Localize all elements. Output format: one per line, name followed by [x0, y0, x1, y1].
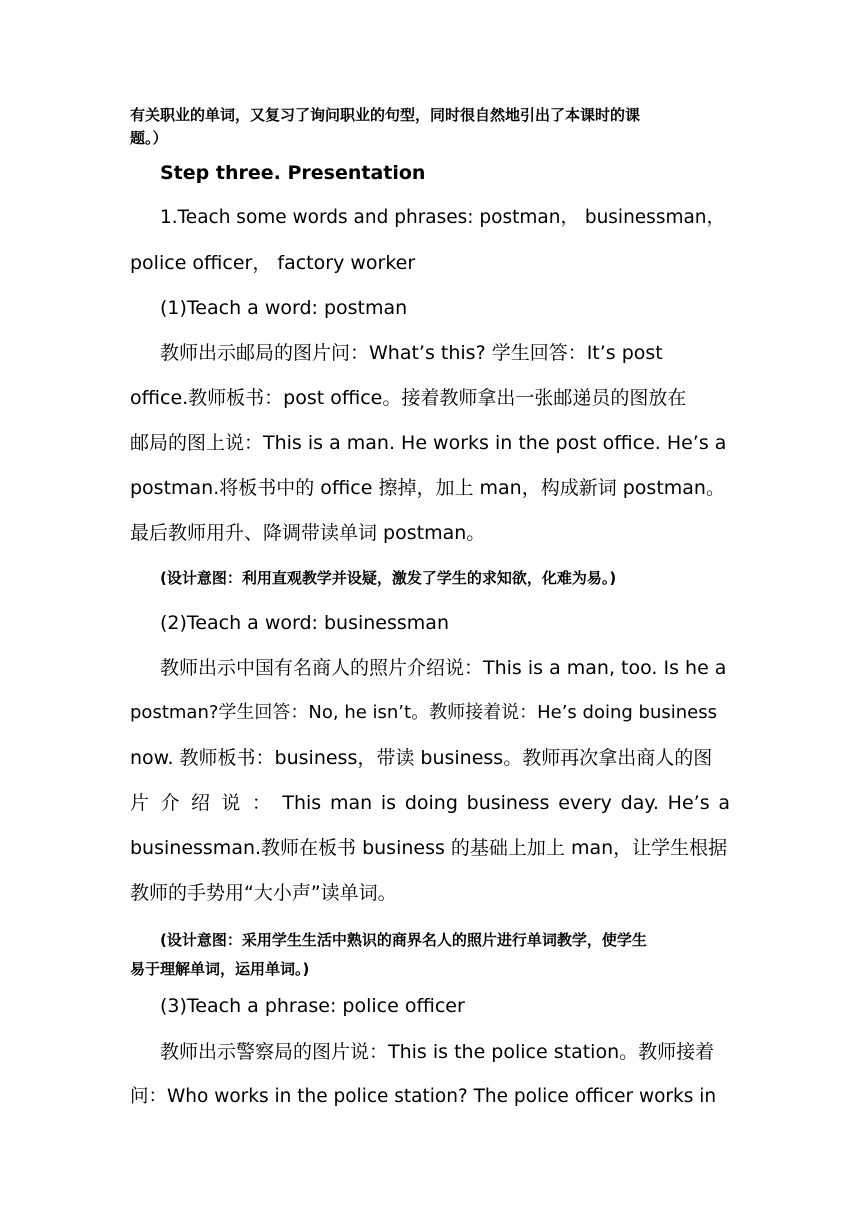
- businessman-line-6: 教师的手势用“大小声”读单词。: [130, 882, 397, 904]
- postman-heading: (1)Teach a word: postman: [160, 297, 408, 319]
- businessman-design-note-line-1: (设计意图：采用学生生活中熟识的商界名人的照片进行单词教学，使学生: [160, 931, 647, 949]
- businessman-line-3: now. 教师板书：business，带读 business。教师再次拿出商人的图: [130, 747, 713, 769]
- businessman-line-1: 教师出示中国有名商人的照片介绍说：This is a man, too. Is he a: [160, 657, 727, 679]
- postman-line-4: postman.将板书中的 office 擦掉，加上 man，构成新词 postman。: [130, 477, 725, 499]
- postman-line-3: 邮局的图上说：This is a man. He works in the post office. He’s a: [130, 432, 727, 454]
- businessman-line-2: postman?学生回答：No, he isn’t。教师接着说：He’s doing business: [130, 702, 717, 723]
- postman-design-note: (设计意图：利用直观教学并设疑，激发了学生的求知欲，化难为易。): [160, 569, 617, 587]
- businessman-design-note-line-2: 易于理解单词，运用单词。): [130, 960, 310, 978]
- intro-note-line-1: 有关职业的单词，又复习了询问职业的句型，同时很自然地引出了本课时的课: [130, 106, 641, 124]
- police-heading: (3)Teach a phrase: police officer: [160, 995, 465, 1017]
- police-line-1: 教师出示警察局的图片说：This is the police station。教师接着: [160, 1041, 715, 1063]
- businessman-line-4: 片 介 绍 说 ： This man is doing business every day. He’s a: [130, 792, 730, 814]
- step-heading: Step three. Presentation: [160, 162, 426, 184]
- businessman-heading: (2)Teach a word: businessman: [160, 612, 449, 634]
- item1-line-2: police officer， factory worker: [130, 252, 416, 274]
- businessman-line-5: businessman.教师在板书 business 的基础上加上 man，让学生根据: [130, 837, 728, 859]
- intro-note-line-2: 题。）: [130, 129, 168, 147]
- item1-line-1: 1.Teach some words and phrases: postman， businessman，: [160, 207, 726, 228]
- postman-line-2: office.教师板书：post office。接着教师拿出一张邮递员的图放在: [130, 387, 687, 409]
- postman-line-5: 最后教师用升、降调带读单词 postman。: [130, 522, 486, 544]
- postman-line-1: 教师出示邮局的图片问：What’s this? 学生回答：It’s post: [160, 342, 663, 364]
- police-line-2: 问：Who works in the police station? The police officer works in: [130, 1086, 717, 1107]
